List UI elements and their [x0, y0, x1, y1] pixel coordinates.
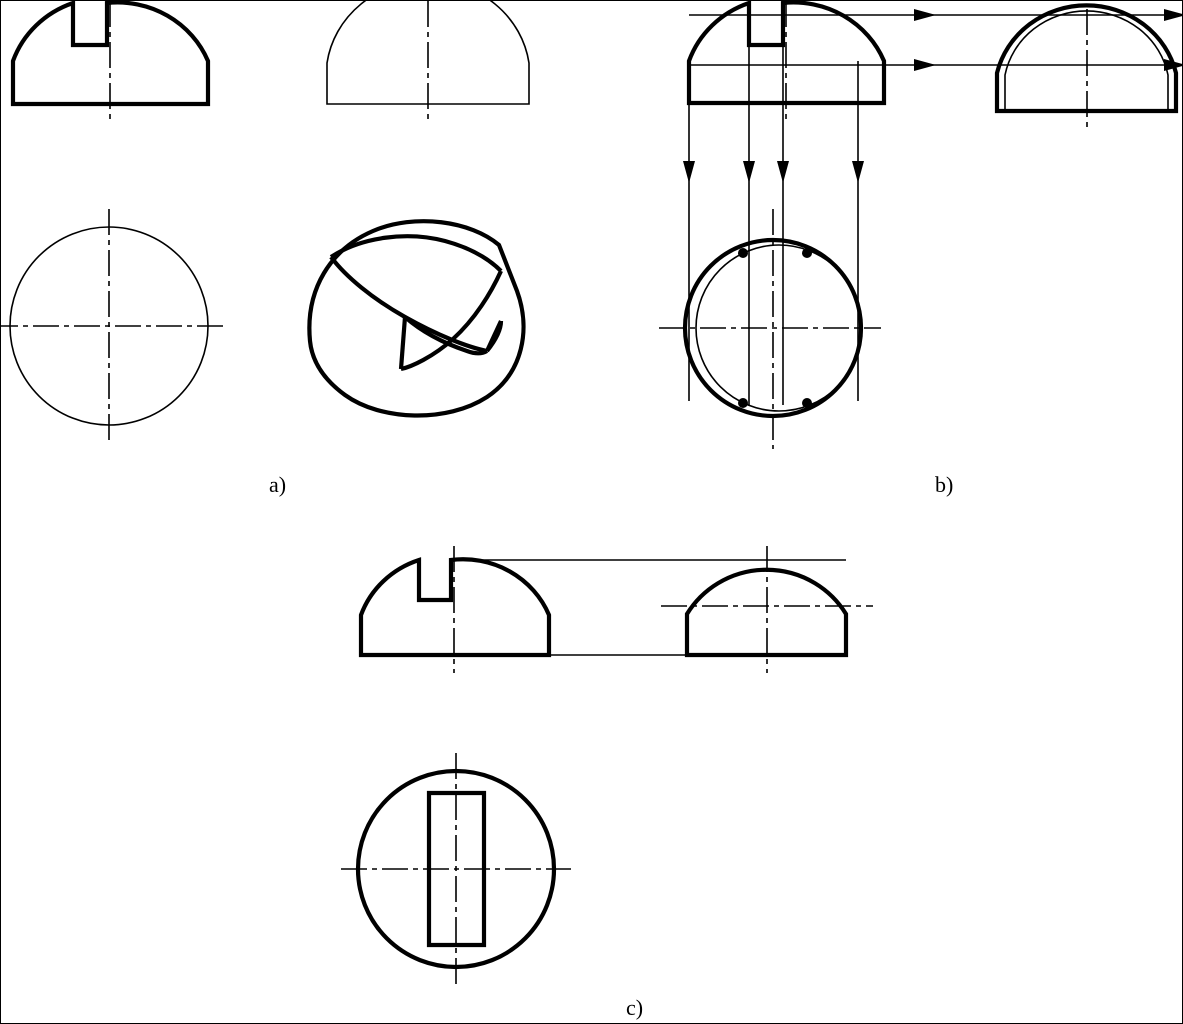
- drawing-canvas: [1, 1, 1183, 1024]
- panel-c-front-view: [361, 546, 549, 673]
- caption-a: a): [269, 472, 287, 497]
- panel-a-top-view: [1, 209, 227, 444]
- panel-a-side-view: [327, 1, 529, 119]
- panel-b-top-view: [659, 209, 881, 449]
- caption-b: b): [935, 472, 954, 497]
- panel-c-side-view: [661, 546, 873, 673]
- panel-c-projection-lines: [451, 560, 846, 655]
- panel-b-horizontal-projection-arrows: [689, 9, 1183, 71]
- panel-b-side-view: [997, 5, 1176, 127]
- panel-a-pictorial-view: [309, 221, 523, 415]
- caption-c: c): [626, 995, 644, 1020]
- panel-b-front-view: [689, 1, 884, 121]
- panel-c-top-view: [341, 753, 571, 985]
- panel-a-front-view: [13, 1, 208, 119]
